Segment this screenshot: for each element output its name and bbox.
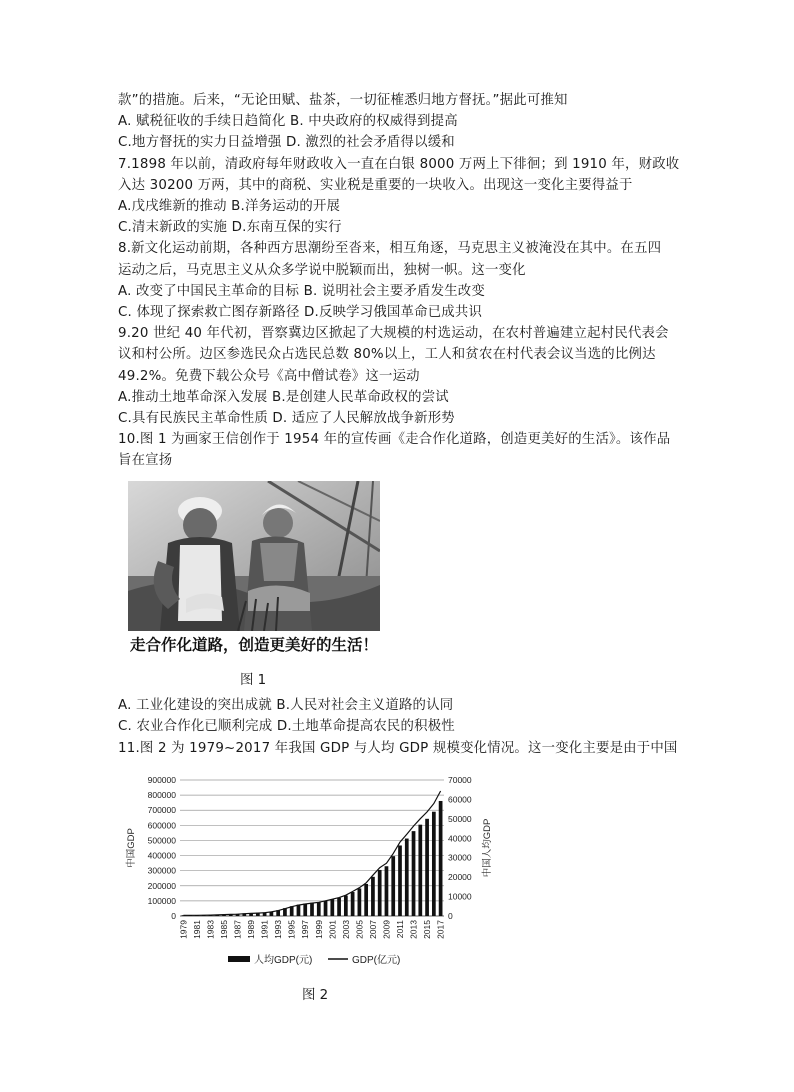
y2-tick-label: 0 (448, 911, 453, 921)
y2-tick-label: 20000 (448, 872, 472, 883)
y2-tick-label: 40000 (448, 833, 472, 844)
propaganda-poster-image (128, 481, 380, 659)
y-tick-label: 500000 (147, 835, 176, 846)
figure-1-label: 图 1 (240, 673, 267, 688)
x-tick-label: 1987 (232, 920, 243, 939)
text-line: C.地方督抚的实力日益增强 D. 激烈的社会矛盾得以缓和 (118, 135, 455, 151)
text-line: C. 农业合作化已顺利完成 D.土地革命提高农民的积极性 (118, 719, 455, 735)
text-line: 11.图 2 为 1979~2017 年我国 GDP 与人均 GDP 规模变化情况。这一变化主要是由于中国 (118, 740, 678, 756)
line-gdp (183, 791, 440, 915)
bar-per-capita-gdp (310, 903, 314, 916)
y-tick-label: 900000 (147, 775, 176, 785)
bar-per-capita-gdp (378, 870, 382, 916)
bar-per-capita-gdp (324, 901, 328, 916)
y-tick-label: 0 (171, 911, 176, 921)
gdp-chart (124, 770, 504, 1000)
bar-per-capita-gdp (391, 856, 395, 916)
y-tick-label: 300000 (147, 865, 176, 876)
bar-per-capita-gdp (364, 884, 368, 916)
x-tick-label: 1991 (259, 920, 270, 939)
text-line: 议和村公所。边区参选民众占选民总数 80%以上，工人和贫农在村代表会议当选的比例达 (118, 347, 656, 363)
figure-2-label: 图 2 (302, 988, 329, 1003)
text-line: 运动之后，马克思主义从众多学说中脱颖而出，独树一帜。这一变化 (118, 262, 526, 278)
text-line: A. 赋税征收的手续日趋简化 B. 中央政府的权威得到提高 (118, 114, 458, 130)
y2-axis-title: 中国人均GDP (482, 818, 493, 878)
x-tick-label: 2017 (435, 920, 446, 939)
text-line: 款”的措施。后来，“无论田赋、盐茶，一切征榷悉归地方督抚。”据此可推知 (118, 93, 568, 108)
x-tick-label: 1993 (273, 920, 284, 939)
bar-per-capita-gdp (317, 902, 321, 916)
text-line: A.戊戌维新的推动 B.洋务运动的开展 (118, 199, 341, 214)
bar-per-capita-gdp (439, 801, 443, 916)
bar-per-capita-gdp (385, 866, 389, 916)
bar-per-capita-gdp (418, 825, 422, 916)
text-line: C.具有民族民主革命性质 D. 适应了人民解放战争新形势 (118, 411, 455, 426)
bar-per-capita-gdp (344, 896, 348, 916)
x-tick-label: 2009 (381, 920, 392, 939)
bar-per-capita-gdp (371, 877, 375, 916)
x-tick-label: 1983 (205, 920, 216, 939)
text-line: 旨在宣扬 (118, 453, 173, 469)
x-tick-label: 2013 (408, 920, 419, 939)
y2-tick-label: 70000 (448, 775, 472, 785)
y-tick-label: 800000 (147, 790, 176, 801)
bar-per-capita-gdp (297, 905, 301, 916)
gdp-chart-svg (124, 770, 504, 1000)
x-tick-label: 1995 (286, 920, 297, 939)
x-tick-label: 2007 (367, 920, 378, 939)
y2-tick-label: 50000 (448, 813, 472, 824)
y-tick-label: 700000 (147, 805, 176, 816)
x-tick-label: 2003 (340, 920, 351, 939)
y-axis-title: 中国GDP (126, 828, 137, 868)
y2-tick-label: 10000 (448, 891, 472, 902)
x-tick-label: 1985 (219, 920, 229, 939)
bar-per-capita-gdp (303, 904, 307, 916)
text-line: 入达 30200 万两，其中的商税、实业税是重要的一块收入。出现这一变化主要得益于 (118, 177, 633, 193)
legend-bar-label: 人均GDP(元) (254, 955, 313, 966)
y-tick-label: 600000 (147, 820, 176, 831)
text-line: 49.2%。免费下载公众号《高中僧试卷》这一运动 (118, 368, 420, 384)
text-line: A. 工业化建设的突出成就 B.人民对社会主义道路的认同 (118, 698, 454, 713)
poster-slogan: 走合作化道路，创造更美好的生活！ (128, 631, 380, 659)
y2-tick-label: 60000 (448, 794, 472, 805)
bar-per-capita-gdp (432, 812, 436, 916)
bar-per-capita-gdp (398, 845, 402, 916)
bar-per-capita-gdp (358, 888, 362, 916)
text-line: A.推动土地革命深入发展 B.是创建人民革命政权的尝试 (118, 389, 449, 405)
y-tick-label: 100000 (147, 895, 176, 906)
x-tick-label: 2005 (354, 920, 365, 939)
y-tick-label: 200000 (147, 880, 176, 891)
bar-per-capita-gdp (337, 898, 341, 916)
bar-per-capita-gdp (425, 819, 429, 916)
text-line: 10.图 1 为画家王信创作于 1954 年的宣传画《走合作化道路，创造更美好的生活》。该作品 (118, 432, 671, 448)
text-line: 8.新文化运动前期，各种西方思潮纷至沓来，相互角逐，马克思主义被淹没在其中。在五四 (118, 241, 662, 257)
x-tick-label: 1997 (300, 920, 311, 939)
text-line: C.清末新政的实施 D.东南互保的实行 (118, 220, 342, 236)
x-tick-label: 1989 (246, 920, 257, 939)
legend-line-label: GDP(亿元) (352, 955, 401, 966)
x-tick-label: 1979 (178, 920, 189, 939)
x-tick-label: 2015 (422, 920, 433, 939)
x-tick-label: 1999 (313, 920, 324, 939)
text-line: 9.20 世纪 40 年代初，晋察冀边区掀起了大规模的村选运动，在农村普遍建立起村民代表会 (118, 326, 669, 342)
bar-per-capita-gdp (405, 839, 409, 916)
y2-tick-label: 30000 (448, 852, 472, 863)
bar-per-capita-gdp (351, 892, 355, 916)
text-line: C. 体现了探索救亡图存新路径 D.反映学习俄国革命已成共识 (118, 305, 483, 320)
x-tick-label: 1981 (191, 920, 202, 939)
text-line: A. 改变了中国民主革命的目标 B. 说明社会主要矛盾发生改变 (118, 283, 485, 299)
legend-bar-swatch (228, 956, 250, 962)
y-tick-label: 400000 (147, 850, 176, 861)
x-tick-label: 2001 (327, 920, 338, 939)
x-tick-label: 2011 (395, 920, 405, 939)
text-line: 7.1898 年以前，清政府每年财政收入一直在白银 8000 万两上下徘徊；到 1910 年，财政收 (118, 156, 680, 172)
bar-per-capita-gdp (330, 899, 334, 916)
bar-per-capita-gdp (412, 831, 416, 916)
